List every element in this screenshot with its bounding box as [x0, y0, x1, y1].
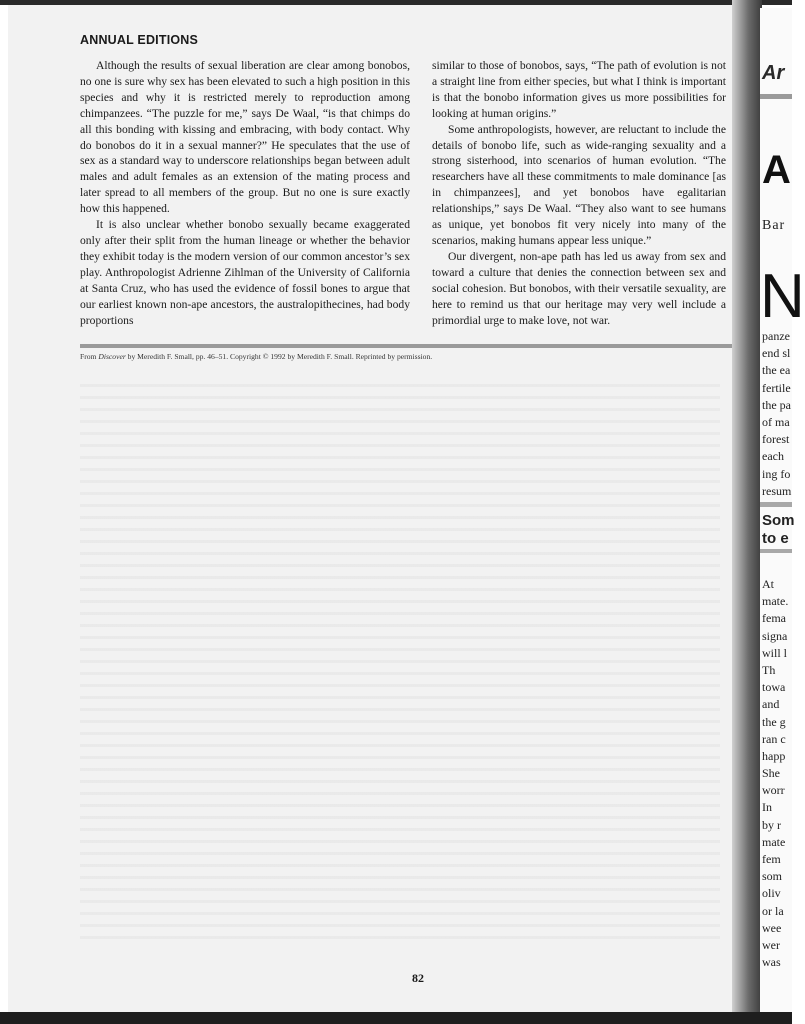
bleed-through-area	[80, 375, 720, 945]
facing-line: panze	[762, 329, 790, 343]
paragraph: similar to those of bonobos, says, “The path of evolution is not a straight line from either species, but what I think is important is that the bonobo information gives us more possibilities for looking at human origins.”	[432, 59, 726, 120]
facing-line: wee	[762, 920, 782, 935]
paragraph: Although the results of sexual liberation are clear among bonobos, no one is sure why sex has been elevated to such a high position in this species and why it is restricted merely to reproduction among chimpanzees. “The puzzle for me,” says De Waal, “is that chimps do all this bonding with kissing and embracing, with body contact. Why do bonobos do it in a sexual manner?” He speculates that the use of sex as a standard way to underscore relationships began between adult males and adult females as an extension of the mating process and later spread to all members of the group. But no one is sure exactly how this happened.	[80, 59, 410, 216]
facing-text-block-2	[762, 576, 788, 971]
left-column	[80, 58, 410, 328]
scan-bottom-edge	[0, 1012, 792, 1024]
facing-line: fertile	[762, 380, 791, 395]
facing-author: Bar	[762, 218, 786, 233]
credit-source: Discover	[98, 352, 126, 361]
facing-line: the pa	[762, 397, 791, 412]
facing-line: ran c	[762, 731, 786, 746]
paragraph: Some anthropologists, however, are reluctant to include the details of bonobo life, such as wide-ranging sexuality and a strong sisterhood, into scenarios of human evolution. “The researchers have all these commitments to male dominance [as in chimpanzees], and yet bonobos have egalitarian relationships,” says De Waal. “They also want to see humans as unique, yet bonobos fit very nicely into many of the scenarios, making humans appear less unique.”	[432, 122, 726, 247]
facing-line: wer	[762, 937, 780, 952]
paragraph: Our divergent, non-ape path has led us away from sex and toward a culture that denies the connection between sex and social cohesion. But bonobos, with their versatile sexuality, are here to remind us that our heritage may very well include a primordial urge to make love, not war.	[432, 249, 726, 327]
facing-line: signa	[762, 628, 788, 643]
facing-subhead-line: to e	[762, 530, 789, 547]
facing-line: fem	[762, 852, 781, 866]
facing-subhead-rule	[760, 502, 792, 507]
facing-line: ing fo	[762, 466, 791, 481]
paragraph: It is also unclear whether bonobo sexually became exaggerated only after their split from the human lineage or whether the behavior they exhibit today is the modern version of our common ancestor’s sex play. Anthropologist Adrienne Zihlman of the University of California at Santa Cruz, who has used the evidence of fossil bones to argue that our earliest known non-ape ancestors, the australopithecines, had body proportions	[80, 218, 410, 327]
facing-title-letter: A	[762, 148, 791, 192]
facing-line: forest	[762, 432, 790, 447]
book-gutter-shadow	[732, 0, 762, 1012]
facing-page	[760, 8, 805, 1012]
facing-line: mate	[762, 834, 786, 849]
facing-line: end sl	[762, 346, 791, 361]
facing-line: will l	[762, 645, 788, 660]
facing-line: by r	[762, 817, 781, 832]
facing-line: In	[762, 800, 772, 815]
facing-line: She	[762, 766, 780, 781]
facing-line: worr	[762, 783, 785, 798]
facing-line: mate.	[762, 594, 789, 609]
facing-line: of ma	[762, 414, 790, 429]
facing-line: resum	[762, 483, 792, 498]
facing-subhead	[762, 512, 795, 548]
facing-header-rule	[760, 94, 792, 99]
facing-line: and	[762, 697, 780, 712]
facing-subhead-rule-bottom	[760, 549, 792, 553]
facing-line: the g	[762, 714, 786, 729]
article-end-rule	[80, 344, 732, 348]
source-credit	[80, 352, 432, 361]
facing-line: At	[762, 577, 774, 591]
right-column	[432, 58, 726, 328]
page-number: 82	[412, 971, 424, 985]
facing-line: or la	[762, 903, 784, 918]
facing-subhead-line: Som	[762, 512, 795, 529]
facing-text-block	[762, 328, 791, 500]
facing-line: the ea	[762, 363, 791, 378]
facing-line: Th	[762, 662, 776, 677]
credit-prefix: From	[80, 352, 99, 361]
facing-line: was	[762, 955, 781, 970]
facing-line: towa	[762, 680, 786, 695]
facing-line: happ	[762, 748, 786, 763]
facing-line: oliv	[762, 886, 781, 901]
running-header: ANNUAL EDITIONS	[80, 33, 199, 47]
facing-line: each	[762, 449, 784, 464]
facing-line: fema	[762, 611, 786, 626]
facing-article-label: Ar	[762, 62, 785, 84]
credit-suffix: by Meredith F. Small, pp. 46–51. Copyright © 1992 by Meredith F. Small. Reprinted by permission.	[125, 352, 433, 361]
facing-drop-cap: N	[760, 262, 805, 331]
facing-line: som	[762, 869, 783, 884]
